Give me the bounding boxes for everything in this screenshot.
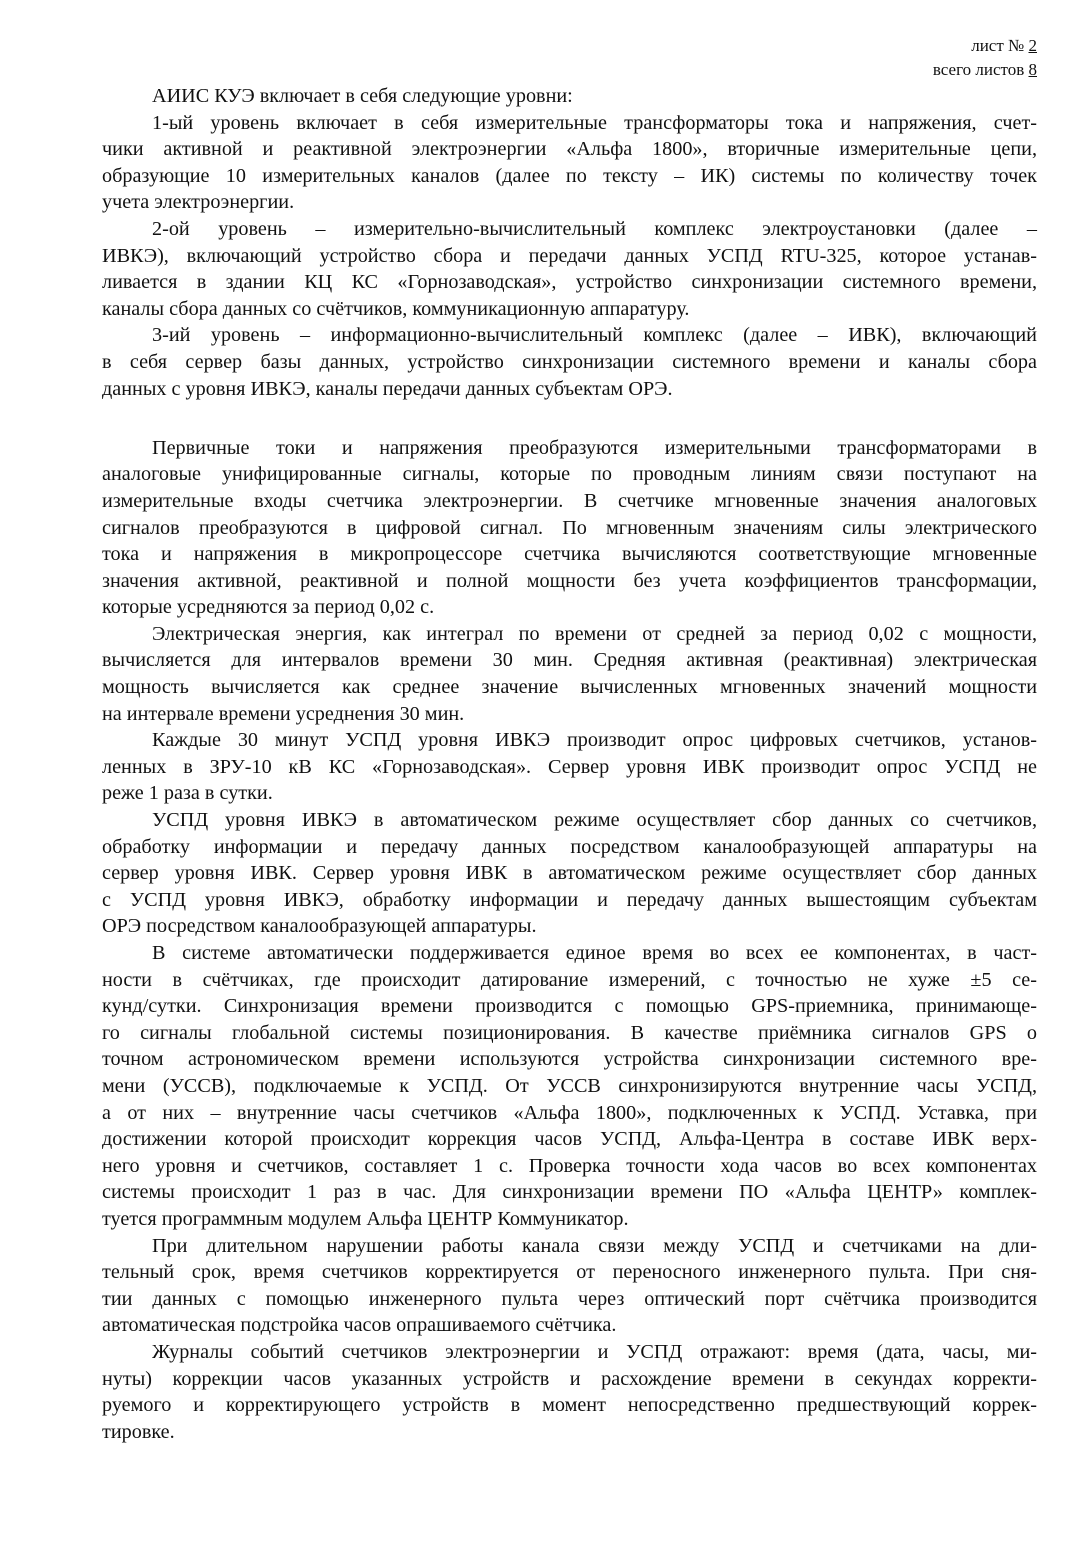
text-line: реже 1 раза в сутки. [102, 782, 273, 805]
document-body [102, 83, 1037, 1445]
text-line: тельный срок, время счетчиков корректируется от переносного инженерного пульта. При сня- [102, 1261, 1037, 1284]
text-line: кунд/сутки. Синхронизация времени производится с помощью GPS-приемника, принимающе- [102, 995, 1037, 1018]
paragraph-level-3 [102, 322, 1037, 402]
text-line: АИИС КУЭ включает в себя следующие уровни: [152, 85, 573, 107]
paragraph-electric-energy [102, 621, 1037, 727]
text-line: учета электроэнергии. [102, 191, 295, 214]
blank-line [102, 402, 1037, 429]
text-line: При длительном нарушении работы канала связи между УСПД и счетчиками на дли- [152, 1234, 1037, 1257]
sheet-number: 2 [1028, 36, 1037, 55]
text-line: измерительные входы счетчика электроэнергии. В счетчике мгновенные значения аналоговых [102, 489, 1037, 512]
text-line: тировке. [102, 1420, 175, 1443]
text-line: го сигналы глобальной системы позиционирования. В качестве приёмника сигналов GPS о [102, 1021, 1037, 1044]
paragraph-primary-currents [102, 435, 1037, 621]
text-line: ности в счётчиках, где происходит датирование измерений, с точностью не хуже ±5 се- [102, 968, 1037, 991]
text-line: достижении которой происходит коррекция часов УСПД, Альфа-Центра в составе ИВК верх- [102, 1128, 1037, 1151]
text-line: Журналы событий счетчиков электроэнергии и УСПД отражают: время (дата, часы, ми- [152, 1340, 1037, 1363]
paragraph-time-sync [102, 940, 1037, 1233]
paragraph-event-logs [102, 1339, 1037, 1445]
text-line: чики активной и реактивной электроэнергии «Альфа 1800», вторичные измерительные цепи, [102, 138, 1037, 161]
text-line: руемого и корректирующего устройств в момент непосредственно предшествующий коррек- [102, 1394, 1037, 1417]
text-line: которые усредняются за период 0,02 с. [102, 596, 435, 619]
text-line: данных с уровня ИВКЭ, каналы передачи данных субъектам ОРЭ. [102, 377, 673, 400]
text-line: сигналов преобразуются в цифровой сигнал. По мгновенным значениям силы электрического [102, 516, 1037, 539]
text-line: нуты) коррекции часов указанных устройств и расхождение времени в секундах корректи- [102, 1367, 1037, 1390]
text-line: мени (УССВ), подключаемые к УСПД. От УССВ синхронизируются внутренние часы УСПД, [102, 1074, 1037, 1097]
text-line: системы происходит 1 раз в час. Для синхронизации времени ПО «Альфа ЦЕНТР» комплек- [102, 1181, 1037, 1204]
text-line: В системе автоматически поддерживается единое время во всех ее компонентах, в част- [152, 942, 1037, 964]
text-line: Каждые 30 минут УСПД уровня ИВКЭ производит опрос цифровых счетчиков, установ- [152, 729, 1037, 752]
text-line: 1-ый уровень включает в себя измерительные трансформаторы тока и напряжения, счет- [152, 111, 1037, 134]
text-line: него уровня и счетчиков, составляет 1 с. Проверка точности хода часов во всех компонентах [102, 1154, 1037, 1177]
text-line: мощность вычисляется как среднее значение вычисленных мгновенных значений мощности [102, 676, 1037, 699]
text-line: значения активной, реактивной и полной мощности без учета коэффициентов трансформации, [102, 569, 1037, 592]
text-line: ОРЭ посредством каналообразующей аппаратуры. [102, 915, 537, 938]
text-line: 3-ий уровень – информационно-вычислительный комплекс (далее – ИВК), включающий [152, 324, 1037, 347]
text-line: аналоговые унифицированные сигналы, которые по проводным линиям связи поступают на [102, 463, 1037, 486]
text-line: туется программным модулем Альфа ЦЕНТР Коммуникатор. [102, 1207, 629, 1230]
sheet-label: лист № [971, 36, 1025, 55]
text-line: автоматическая подстройка часов опрашиваемого счётчика. [102, 1314, 617, 1337]
total-sheets-label: всего листов [932, 60, 1025, 79]
total-sheets-number: 8 [1028, 60, 1037, 79]
paragraph-level-2 [102, 216, 1037, 322]
text-line: в себя сервер базы данных, устройство синхронизации системного времени и каналы сбора [102, 350, 1037, 373]
total-sheets-line [933, 60, 1037, 80]
text-line: сервер уровня ИВК. Сервер уровня ИВК в автоматическом режиме осуществляет сбор данных [102, 862, 1037, 885]
text-line: Первичные токи и напряжения преобразуются измерительными трансформаторами в [152, 436, 1037, 459]
paragraph-uspd-collection [102, 807, 1037, 940]
text-line: вычисляется для интервалов времени 30 мин. Средняя активная (реактивная) электрическая [102, 649, 1037, 672]
text-line: Электрическая энергия, как интеграл по времени от средней за период 0,02 с мощности, [152, 622, 1037, 645]
text-line: а от них – внутренние часы счетчиков «Альфа 1800», подключенных к УСПД. Уставка, при [102, 1101, 1037, 1124]
text-line: с УСПД уровня ИВКЭ, обработку информации и передачу данных вышестоящим субъектам [102, 888, 1037, 911]
text-line: обработку информации и передачу данных посредством каналообразующей аппаратуры на [102, 835, 1037, 858]
text-line: каналы сбора данных со счётчиков, коммуникационную аппаратуру. [102, 297, 690, 320]
sheet-number-line [971, 36, 1037, 56]
text-line: ленных в ЗРУ-10 кВ КС «Горнозаводская». Сервер уровня ИВК производит опрос УСПД не [102, 755, 1037, 778]
text-line: 2-ой уровень – измерительно-вычислительный комплекс электроустановки (далее – [152, 217, 1037, 240]
paragraph-channel-failure [102, 1233, 1037, 1339]
paragraph-polling [102, 727, 1037, 807]
text-line: ливается в здании КЦ КС «Горнозаводская», устройство синхронизации системного времени, [102, 271, 1037, 294]
text-line: точном астрономическом времени используются устройства синхронизации системного вре- [102, 1048, 1037, 1071]
text-line: тока и напряжения в микропроцессоре счетчика вычисляются соответствующие мгновенные [102, 543, 1037, 566]
text-line: ИВКЭ), включающий устройство сбора и передачи данных УСПД RTU-325, которое устанав- [102, 244, 1037, 267]
paragraph-level-1 [102, 110, 1037, 216]
text-line: на интервале времени усреднения 30 мин. [102, 702, 465, 725]
text-line: тии данных с помощью инженерного пульта через оптический порт счётчика производится [102, 1287, 1037, 1310]
text-line: образующие 10 измерительных каналов (далее по тексту – ИК) системы по количеству точек [102, 164, 1037, 187]
paragraph-intro [102, 83, 1037, 110]
text-line: УСПД уровня ИВКЭ в автоматическом режиме осуществляет сбор данных со счетчиков, [152, 809, 1037, 832]
